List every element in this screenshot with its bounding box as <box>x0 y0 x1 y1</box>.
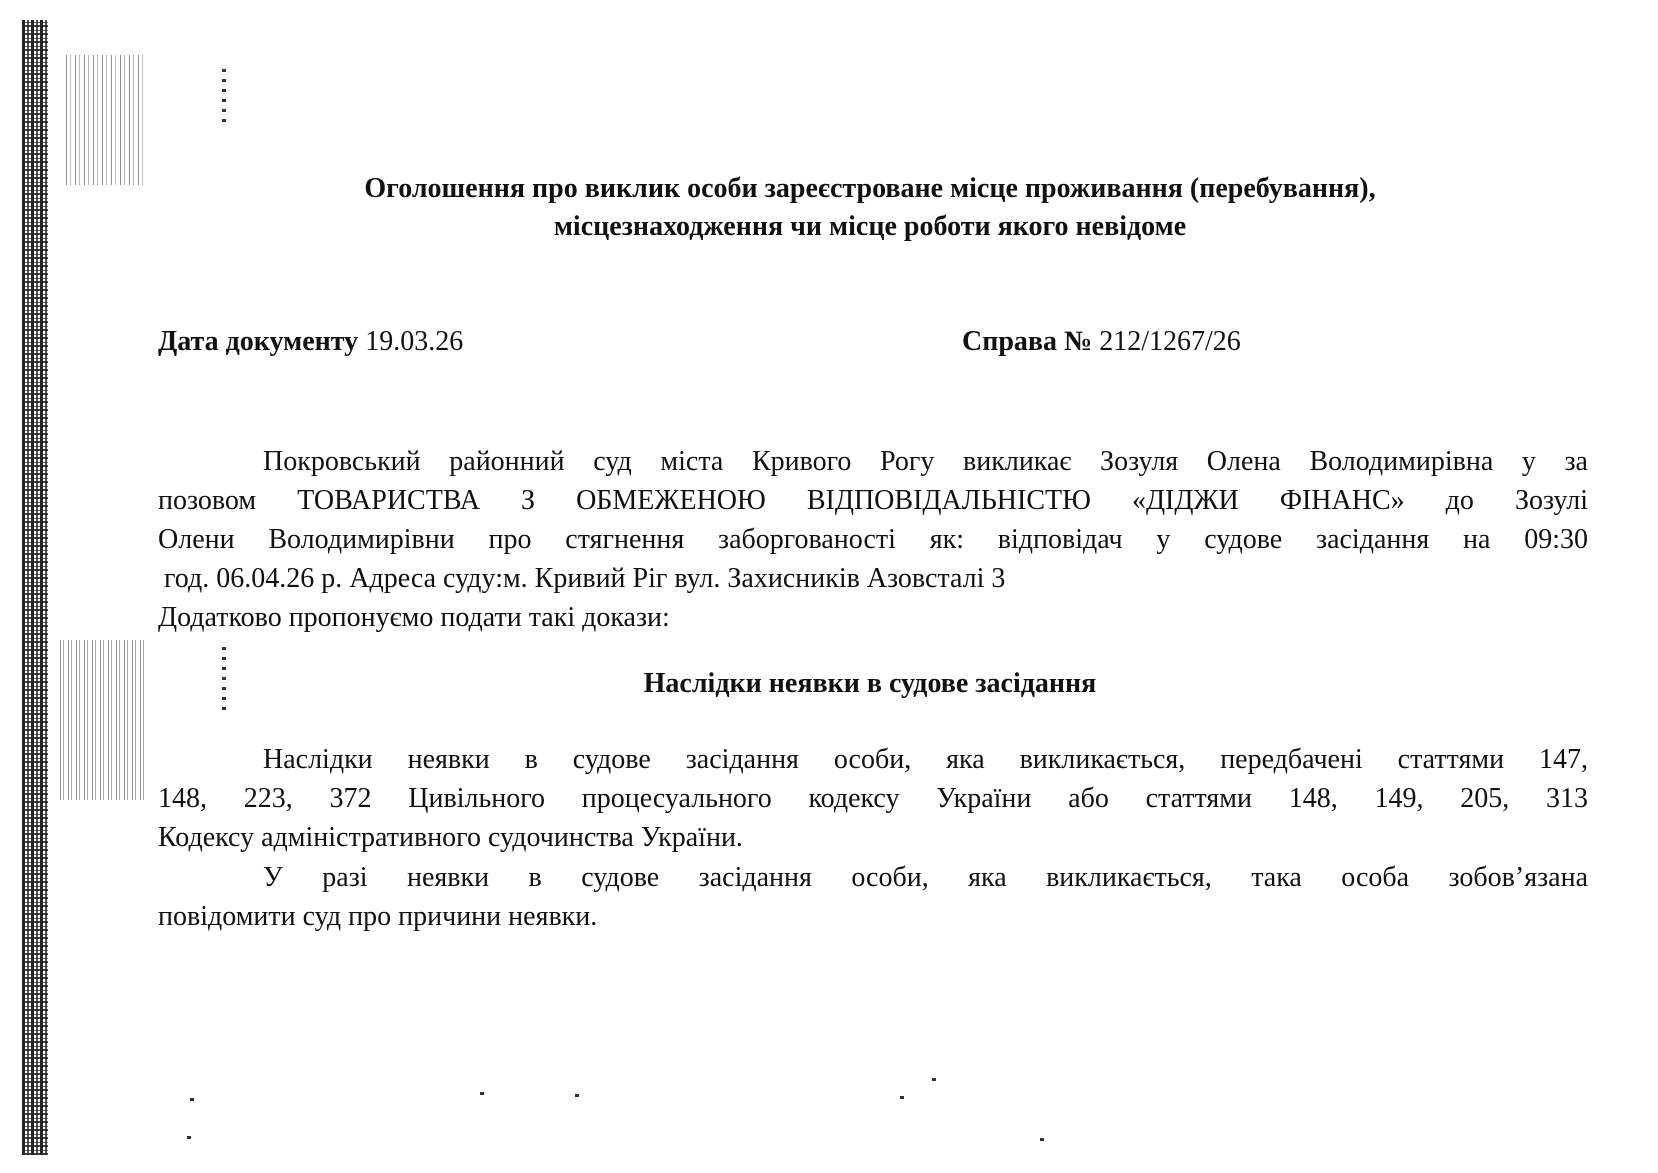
scan-speck <box>1040 1138 1044 1141</box>
title-line-1: Оголошення про виклик особи зареєстроване місце проживання (перебування), <box>364 173 1376 204</box>
scan-noise-top <box>66 55 144 185</box>
evidence-request: Додатково пропонуємо подати такі докази: <box>158 602 670 633</box>
scan-speck <box>575 1094 579 1097</box>
section-title: Наслідки неявки в судове засідання <box>643 668 1097 699</box>
date-label: Дата документу <box>158 326 359 357</box>
date-value: 19.03.26 <box>365 326 464 357</box>
summons-line-3: Олени Володимирівни про стягнення заборгованості як: відповідач у судове засідання на 09:30 <box>158 524 1588 555</box>
consequences-paragraph <box>158 740 1588 857</box>
scan-dots-top <box>222 62 226 122</box>
summons-line-1: Покровський районний суд міста Кривого Рогу викликає Зозуля Олена Володимирівна у за <box>263 446 1588 477</box>
document-title <box>150 170 1590 246</box>
summons-line-4: год. 06.04.26 р. Адреса суду:м. Кривий Ріг вул. Захисників Азовсталі 3 <box>164 563 1006 594</box>
scan-noise-middle <box>60 640 144 800</box>
obligation-paragraph <box>158 858 1588 936</box>
consequences-line-1: Наслідки неявки в судове засідання особи, яка викликається, передбачені статтями 147, <box>263 744 1588 775</box>
scan-speck <box>932 1078 936 1081</box>
summons-line-2: позовом ТОВАРИСТВА З ОБМЕЖЕНОЮ ВІДПОВІДАЛЬНІСТЮ «ДІДЖИ ФІНАНС» до Зозулі <box>158 485 1588 516</box>
obligation-line-1: У разі неявки в судове засідання особи, яка викликається, така особа зобов’язана <box>263 862 1588 893</box>
scan-edge-noise <box>22 20 48 1155</box>
title-line-2: місцезнаходження чи місце роботи якого невідоме <box>553 211 1187 242</box>
scan-speck <box>900 1096 904 1099</box>
consequences-line-3: Кодексу адміністративного судочинства України. <box>158 822 743 853</box>
document-date <box>158 326 463 358</box>
scan-speck <box>480 1092 484 1095</box>
scan-speck <box>190 1098 194 1101</box>
case-value: 212/1267/26 <box>1099 326 1241 357</box>
case-label: Справа № <box>962 326 1093 357</box>
summons-paragraph <box>158 442 1588 637</box>
consequences-line-2: 148, 223, 372 Цивільного процесуального кодексу України або статтями 148, 149, 205, 313 <box>158 783 1588 814</box>
case-number <box>962 326 1241 358</box>
obligation-line-2: повідомити суд про причини неявки. <box>158 901 598 932</box>
scan-speck <box>187 1136 191 1139</box>
